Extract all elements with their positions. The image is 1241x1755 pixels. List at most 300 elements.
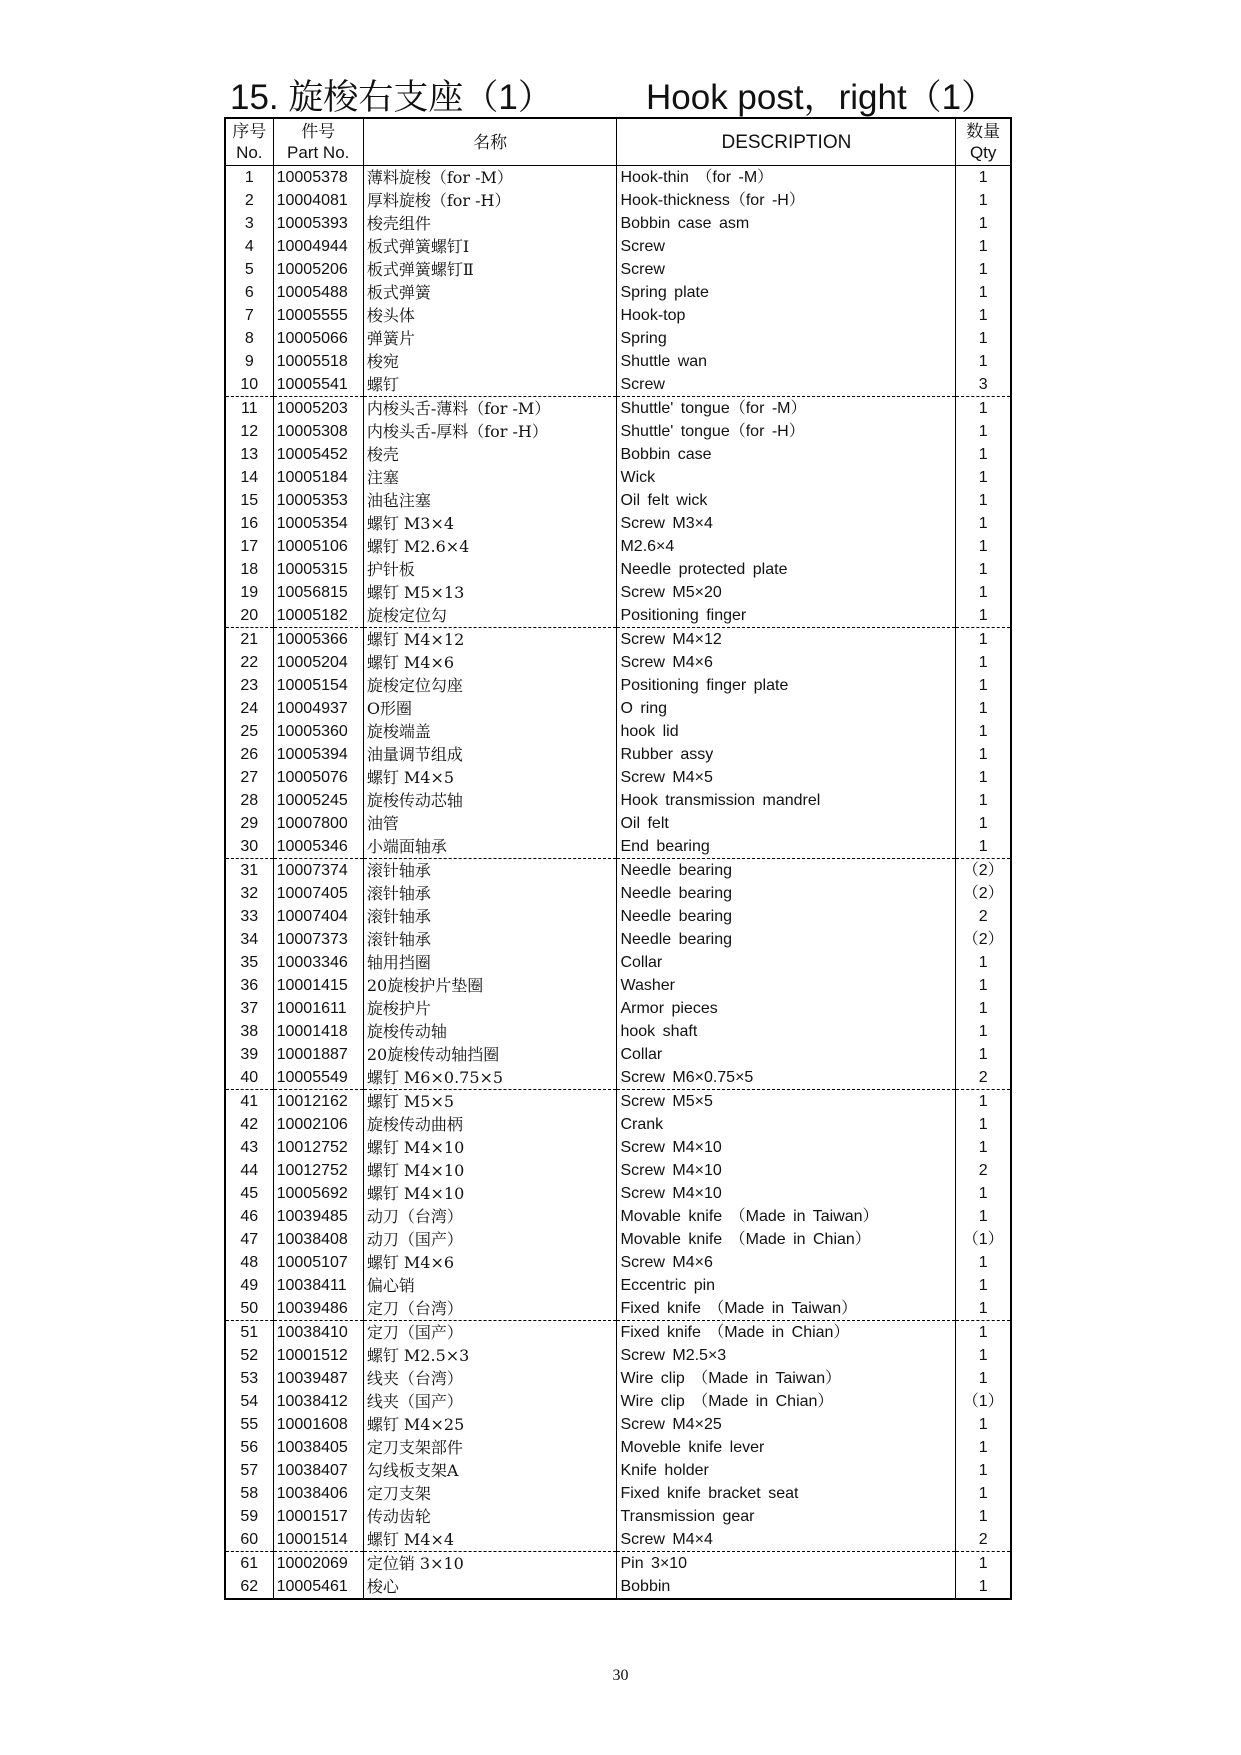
part-name-cn: 螺钉 M2.5×3 <box>363 1344 617 1367</box>
part-description: Hook-thickness（for -H） <box>617 189 956 212</box>
row-number: 21 <box>225 628 273 652</box>
part-name-cn: 螺钉 M5×13 <box>363 581 617 604</box>
part-qty: （2） <box>956 882 1011 905</box>
part-qty: 1 <box>956 327 1011 350</box>
part-description: M2.6×4 <box>617 535 956 558</box>
part-number: 10005360 <box>273 720 363 743</box>
part-qty: 1 <box>956 1274 1011 1297</box>
table-row <box>225 720 1011 743</box>
part-qty: 1 <box>956 281 1011 304</box>
part-name-cn: 油管 <box>363 812 617 835</box>
part-description: Screw M4×12 <box>617 628 956 652</box>
part-description: Positioning finger plate <box>617 674 956 697</box>
part-name-cn: 螺钉 M6×0.75×5 <box>363 1066 617 1090</box>
part-qty: 1 <box>956 974 1011 997</box>
part-number: 10007404 <box>273 905 363 928</box>
part-qty: 1 <box>956 512 1011 535</box>
table-row <box>225 304 1011 327</box>
part-qty: （1） <box>956 1228 1011 1251</box>
part-description: End bearing <box>617 835 956 859</box>
part-description: Fixed knife bracket seat <box>617 1482 956 1505</box>
part-number: 10005393 <box>273 212 363 235</box>
part-description: Oil felt wick <box>617 489 956 512</box>
row-number: 14 <box>225 466 273 489</box>
part-qty: 1 <box>956 789 1011 812</box>
part-name-cn: 油毡注塞 <box>363 489 617 512</box>
row-number: 61 <box>225 1552 273 1576</box>
header-no-cn: 序号 <box>232 122 267 141</box>
part-number: 10038412 <box>273 1390 363 1413</box>
part-number: 10005076 <box>273 766 363 789</box>
part-qty: 1 <box>956 1552 1011 1576</box>
part-description: Movable knife （Made in Taiwan） <box>617 1205 956 1228</box>
part-number: 10038406 <box>273 1482 363 1505</box>
part-qty: 1 <box>956 489 1011 512</box>
part-qty: 3 <box>956 373 1011 397</box>
table-row <box>225 1090 1011 1114</box>
row-number: 16 <box>225 512 273 535</box>
table-row <box>225 1136 1011 1159</box>
part-number: 10001608 <box>273 1413 363 1436</box>
row-number: 53 <box>225 1367 273 1390</box>
part-name-cn: 内梭头舌-厚料（for -H） <box>363 420 617 443</box>
part-qty: 1 <box>956 443 1011 466</box>
table-row <box>225 1367 1011 1390</box>
part-qty: 1 <box>956 558 1011 581</box>
part-description: Shuttle' tongue（for -M） <box>617 397 956 421</box>
part-number: 10038405 <box>273 1436 363 1459</box>
part-description: Armor pieces <box>617 997 956 1020</box>
part-qty: 1 <box>956 766 1011 789</box>
part-description: Screw M4×6 <box>617 651 956 674</box>
row-number: 56 <box>225 1436 273 1459</box>
header-qty-cn: 数量 <box>966 122 1001 141</box>
row-number: 30 <box>225 835 273 859</box>
part-description: Screw M5×5 <box>617 1090 956 1114</box>
table-row <box>225 1182 1011 1205</box>
part-name-cn: 梭壳组件 <box>363 212 617 235</box>
row-number: 6 <box>225 281 273 304</box>
part-number: 10005488 <box>273 281 363 304</box>
row-number: 49 <box>225 1274 273 1297</box>
table-row <box>225 766 1011 789</box>
row-number: 20 <box>225 604 273 628</box>
part-description: Needle bearing <box>617 928 956 951</box>
row-number: 52 <box>225 1344 273 1367</box>
part-number: 10005315 <box>273 558 363 581</box>
row-number: 31 <box>225 859 273 883</box>
table-row <box>225 558 1011 581</box>
part-number: 10007405 <box>273 882 363 905</box>
table-row <box>225 1390 1011 1413</box>
table-row <box>225 1066 1011 1090</box>
part-number: 10005354 <box>273 512 363 535</box>
part-name-cn: 油量调节组成 <box>363 743 617 766</box>
row-number: 12 <box>225 420 273 443</box>
part-qty: 1 <box>956 1090 1011 1114</box>
header-part-en: Part No. <box>287 143 350 162</box>
part-description: Hook-thin （for -M） <box>617 166 956 190</box>
part-qty: 1 <box>956 166 1011 190</box>
table-row <box>225 1274 1011 1297</box>
header-no-en: No. <box>236 143 263 162</box>
part-number: 10038411 <box>273 1274 363 1297</box>
row-number: 58 <box>225 1482 273 1505</box>
part-qty: 1 <box>956 397 1011 421</box>
row-number: 34 <box>225 928 273 951</box>
row-number: 57 <box>225 1459 273 1482</box>
row-number: 29 <box>225 812 273 835</box>
part-description: Screw M2.5×3 <box>617 1344 956 1367</box>
table-row <box>225 1436 1011 1459</box>
part-number: 10001514 <box>273 1528 363 1552</box>
part-name-cn: 20旋梭护片垫圈 <box>363 974 617 997</box>
part-name-cn: O形圈 <box>363 697 617 720</box>
row-number: 47 <box>225 1228 273 1251</box>
table-row <box>225 997 1011 1020</box>
part-number: 10001887 <box>273 1043 363 1066</box>
part-description: Positioning finger <box>617 604 956 628</box>
row-number: 50 <box>225 1297 273 1321</box>
part-description: Screw <box>617 258 956 281</box>
part-description: Hook transmission mandrel <box>617 789 956 812</box>
part-description: Bobbin <box>617 1575 956 1599</box>
part-description: Bobbin case <box>617 443 956 466</box>
row-number: 2 <box>225 189 273 212</box>
part-description: Screw M4×10 <box>617 1136 956 1159</box>
row-number: 38 <box>225 1020 273 1043</box>
part-name-cn: 定刀（台湾） <box>363 1297 617 1321</box>
part-number: 10004937 <box>273 697 363 720</box>
part-name-cn: 螺钉 M5×5 <box>363 1090 617 1114</box>
part-qty: 1 <box>956 1436 1011 1459</box>
part-number: 10012162 <box>273 1090 363 1114</box>
part-number: 10007373 <box>273 928 363 951</box>
row-number: 19 <box>225 581 273 604</box>
part-number: 10005245 <box>273 789 363 812</box>
header-no <box>225 118 273 166</box>
row-number: 25 <box>225 720 273 743</box>
part-name-cn: 板式弹簧螺钉Ⅱ <box>363 258 617 281</box>
part-qty: 1 <box>956 1321 1011 1345</box>
part-qty: 1 <box>956 304 1011 327</box>
part-qty: （2） <box>956 928 1011 951</box>
part-number: 10005107 <box>273 1251 363 1274</box>
row-number: 23 <box>225 674 273 697</box>
row-number: 35 <box>225 951 273 974</box>
part-number: 10007374 <box>273 859 363 883</box>
table-row <box>225 1113 1011 1136</box>
part-name-cn: 梭头体 <box>363 304 617 327</box>
row-number: 40 <box>225 1066 273 1090</box>
part-qty: 1 <box>956 997 1011 1020</box>
part-name-cn: 注塞 <box>363 466 617 489</box>
part-qty: 1 <box>956 697 1011 720</box>
part-number: 10005378 <box>273 166 363 190</box>
part-number: 10003346 <box>273 951 363 974</box>
part-name-cn: 梭心 <box>363 1575 617 1599</box>
table-row <box>225 1321 1011 1345</box>
row-number: 13 <box>225 443 273 466</box>
part-number: 10039487 <box>273 1367 363 1390</box>
part-number: 10005353 <box>273 489 363 512</box>
row-number: 59 <box>225 1505 273 1528</box>
row-number: 22 <box>225 651 273 674</box>
part-number: 10005452 <box>273 443 363 466</box>
part-name-cn: 旋梭定位勾 <box>363 604 617 628</box>
row-number: 44 <box>225 1159 273 1182</box>
part-qty: 1 <box>956 350 1011 373</box>
part-name-cn: 螺钉 M4×4 <box>363 1528 617 1552</box>
table-row <box>225 535 1011 558</box>
row-number: 42 <box>225 1113 273 1136</box>
part-qty: 1 <box>956 212 1011 235</box>
part-number: 10005154 <box>273 674 363 697</box>
part-description: Collar <box>617 1043 956 1066</box>
part-qty: 2 <box>956 1066 1011 1090</box>
table-row <box>225 743 1011 766</box>
table-row <box>225 258 1011 281</box>
row-number: 26 <box>225 743 273 766</box>
part-name-cn: 螺钉 M3×4 <box>363 512 617 535</box>
part-name-cn: 螺钉 M4×10 <box>363 1159 617 1182</box>
table-row <box>225 1297 1011 1321</box>
part-qty: （2） <box>956 859 1011 883</box>
part-qty: 1 <box>956 743 1011 766</box>
table-row <box>225 212 1011 235</box>
part-name-cn: 线夹（台湾） <box>363 1367 617 1390</box>
part-description: Moveble knife lever <box>617 1436 956 1459</box>
part-qty: 1 <box>956 258 1011 281</box>
part-name-cn: 定刀支架 <box>363 1482 617 1505</box>
part-number: 10005461 <box>273 1575 363 1599</box>
table-row <box>225 882 1011 905</box>
table-row <box>225 812 1011 835</box>
table-row <box>225 951 1011 974</box>
row-number: 51 <box>225 1321 273 1345</box>
table-row <box>225 1251 1011 1274</box>
part-name-cn: 护针板 <box>363 558 617 581</box>
table-row <box>225 974 1011 997</box>
row-number: 18 <box>225 558 273 581</box>
part-number: 10004081 <box>273 189 363 212</box>
part-number: 10001517 <box>273 1505 363 1528</box>
table-row <box>225 1228 1011 1251</box>
part-name-cn: 滚针轴承 <box>363 928 617 951</box>
part-number: 10038410 <box>273 1321 363 1345</box>
part-name-cn: 板式弹簧 <box>363 281 617 304</box>
table-row <box>225 1205 1011 1228</box>
header-qty <box>956 118 1011 166</box>
part-description: Needle bearing <box>617 882 956 905</box>
table-row <box>225 281 1011 304</box>
part-number: 10005555 <box>273 304 363 327</box>
part-number: 10001418 <box>273 1020 363 1043</box>
parts-table <box>224 117 1012 1600</box>
table-row <box>225 651 1011 674</box>
part-qty: 1 <box>956 466 1011 489</box>
part-description: Screw M3×4 <box>617 512 956 535</box>
row-number: 9 <box>225 350 273 373</box>
part-number: 10004944 <box>273 235 363 258</box>
row-number: 43 <box>225 1136 273 1159</box>
row-number: 39 <box>225 1043 273 1066</box>
part-description: Rubber assy <box>617 743 956 766</box>
part-qty: 1 <box>956 1459 1011 1482</box>
part-qty: 1 <box>956 1205 1011 1228</box>
table-row <box>225 420 1011 443</box>
part-name-cn: 螺钉 M2.6×4 <box>363 535 617 558</box>
row-number: 62 <box>225 1575 273 1599</box>
part-number: 10012752 <box>273 1136 363 1159</box>
part-description: Needle bearing <box>617 859 956 883</box>
part-description: Screw M4×5 <box>617 766 956 789</box>
table-row <box>225 189 1011 212</box>
table-row <box>225 489 1011 512</box>
part-number: 10005366 <box>273 628 363 652</box>
part-name-cn: 勾线板支架A <box>363 1459 617 1482</box>
part-qty: 1 <box>956 1113 1011 1136</box>
row-number: 7 <box>225 304 273 327</box>
part-number: 10039485 <box>273 1205 363 1228</box>
table-row <box>225 1482 1011 1505</box>
part-qty: 1 <box>956 189 1011 212</box>
part-description: Fixed knife （Made in Chian） <box>617 1321 956 1345</box>
part-name-cn: 螺钉 M4×25 <box>363 1413 617 1436</box>
header-name: 名称 <box>363 118 617 166</box>
header-part-no <box>273 118 363 166</box>
part-number: 10005541 <box>273 373 363 397</box>
part-name-cn: 20旋梭传动轴挡圈 <box>363 1043 617 1066</box>
part-number: 10005518 <box>273 350 363 373</box>
part-description: Crank <box>617 1113 956 1136</box>
part-name-cn: 旋梭定位勾座 <box>363 674 617 697</box>
part-name-cn: 螺钉 <box>363 373 617 397</box>
part-number: 10005106 <box>273 535 363 558</box>
part-name-cn: 厚料旋梭（for -H） <box>363 189 617 212</box>
part-number: 10001415 <box>273 974 363 997</box>
part-qty: 1 <box>956 812 1011 835</box>
part-name-cn: 旋梭传动芯轴 <box>363 789 617 812</box>
part-qty: 1 <box>956 1344 1011 1367</box>
part-qty: 1 <box>956 1297 1011 1321</box>
table-row <box>225 859 1011 883</box>
part-qty: 1 <box>956 235 1011 258</box>
part-description: Pin 3×10 <box>617 1552 956 1576</box>
part-name-cn: 梭宛 <box>363 350 617 373</box>
part-description: Needle protected plate <box>617 558 956 581</box>
part-name-cn: 螺钉 M4×12 <box>363 628 617 652</box>
table-row <box>225 928 1011 951</box>
part-description: hook shaft <box>617 1020 956 1043</box>
table-row <box>225 1505 1011 1528</box>
row-number: 17 <box>225 535 273 558</box>
part-qty: 1 <box>956 1136 1011 1159</box>
part-number: 10005066 <box>273 327 363 350</box>
part-name-cn: 螺钉 M4×10 <box>363 1182 617 1205</box>
table-row <box>225 905 1011 928</box>
part-qty: 1 <box>956 1367 1011 1390</box>
part-qty: 1 <box>956 628 1011 652</box>
part-name-cn: 线夹（国产） <box>363 1390 617 1413</box>
part-name-cn: 板式弹簧螺钉Ⅰ <box>363 235 617 258</box>
table-row <box>225 235 1011 258</box>
part-number: 10005394 <box>273 743 363 766</box>
part-qty: 2 <box>956 1528 1011 1552</box>
part-name-cn: 滚针轴承 <box>363 905 617 928</box>
part-qty: 1 <box>956 1043 1011 1066</box>
part-number: 10002106 <box>273 1113 363 1136</box>
row-number: 15 <box>225 489 273 512</box>
part-name-cn: 传动齿轮 <box>363 1505 617 1528</box>
row-number: 32 <box>225 882 273 905</box>
part-qty: （1） <box>956 1390 1011 1413</box>
part-number: 10007800 <box>273 812 363 835</box>
table-header <box>225 118 1011 166</box>
row-number: 5 <box>225 258 273 281</box>
row-number: 3 <box>225 212 273 235</box>
table-row <box>225 604 1011 628</box>
part-number: 10005692 <box>273 1182 363 1205</box>
part-number: 10005549 <box>273 1066 363 1090</box>
row-number: 24 <box>225 697 273 720</box>
row-number: 48 <box>225 1251 273 1274</box>
part-qty: 1 <box>956 1413 1011 1436</box>
part-description: Screw M4×10 <box>617 1182 956 1205</box>
part-number: 10005308 <box>273 420 363 443</box>
part-name-cn: 滚针轴承 <box>363 882 617 905</box>
part-name-cn: 旋梭传动轴 <box>363 1020 617 1043</box>
part-number: 10005184 <box>273 466 363 489</box>
row-number: 4 <box>225 235 273 258</box>
part-name-cn: 定位销 3×10 <box>363 1552 617 1576</box>
part-name-cn: 定刀支架部件 <box>363 1436 617 1459</box>
part-description: Knife holder <box>617 1459 956 1482</box>
part-number: 10005204 <box>273 651 363 674</box>
table-row <box>225 373 1011 397</box>
table-row <box>225 1552 1011 1576</box>
table-row <box>225 1575 1011 1599</box>
part-qty: 1 <box>956 1182 1011 1205</box>
part-qty: 1 <box>956 720 1011 743</box>
part-description: Screw M4×6 <box>617 1251 956 1274</box>
part-description: Shuttle wan <box>617 350 956 373</box>
part-qty: 1 <box>956 835 1011 859</box>
row-number: 37 <box>225 997 273 1020</box>
table-row <box>225 397 1011 421</box>
table-body <box>225 166 1011 1600</box>
row-number: 8 <box>225 327 273 350</box>
part-number: 10005203 <box>273 397 363 421</box>
row-number: 28 <box>225 789 273 812</box>
part-qty: 1 <box>956 581 1011 604</box>
part-qty: 2 <box>956 1159 1011 1182</box>
part-qty: 1 <box>956 604 1011 628</box>
part-name-cn: 轴用挡圈 <box>363 951 617 974</box>
part-qty: 1 <box>956 1482 1011 1505</box>
part-name-cn: 螺钉 M4×5 <box>363 766 617 789</box>
part-description: hook lid <box>617 720 956 743</box>
row-number: 41 <box>225 1090 273 1114</box>
part-name-cn: 滚针轴承 <box>363 859 617 883</box>
part-name-cn: 动刀（台湾） <box>363 1205 617 1228</box>
part-description: Transmission gear <box>617 1505 956 1528</box>
part-qty: 1 <box>956 535 1011 558</box>
part-qty: 1 <box>956 1251 1011 1274</box>
table-row <box>225 1459 1011 1482</box>
part-name-cn: 螺钉 M4×10 <box>363 1136 617 1159</box>
part-qty: 1 <box>956 1575 1011 1599</box>
